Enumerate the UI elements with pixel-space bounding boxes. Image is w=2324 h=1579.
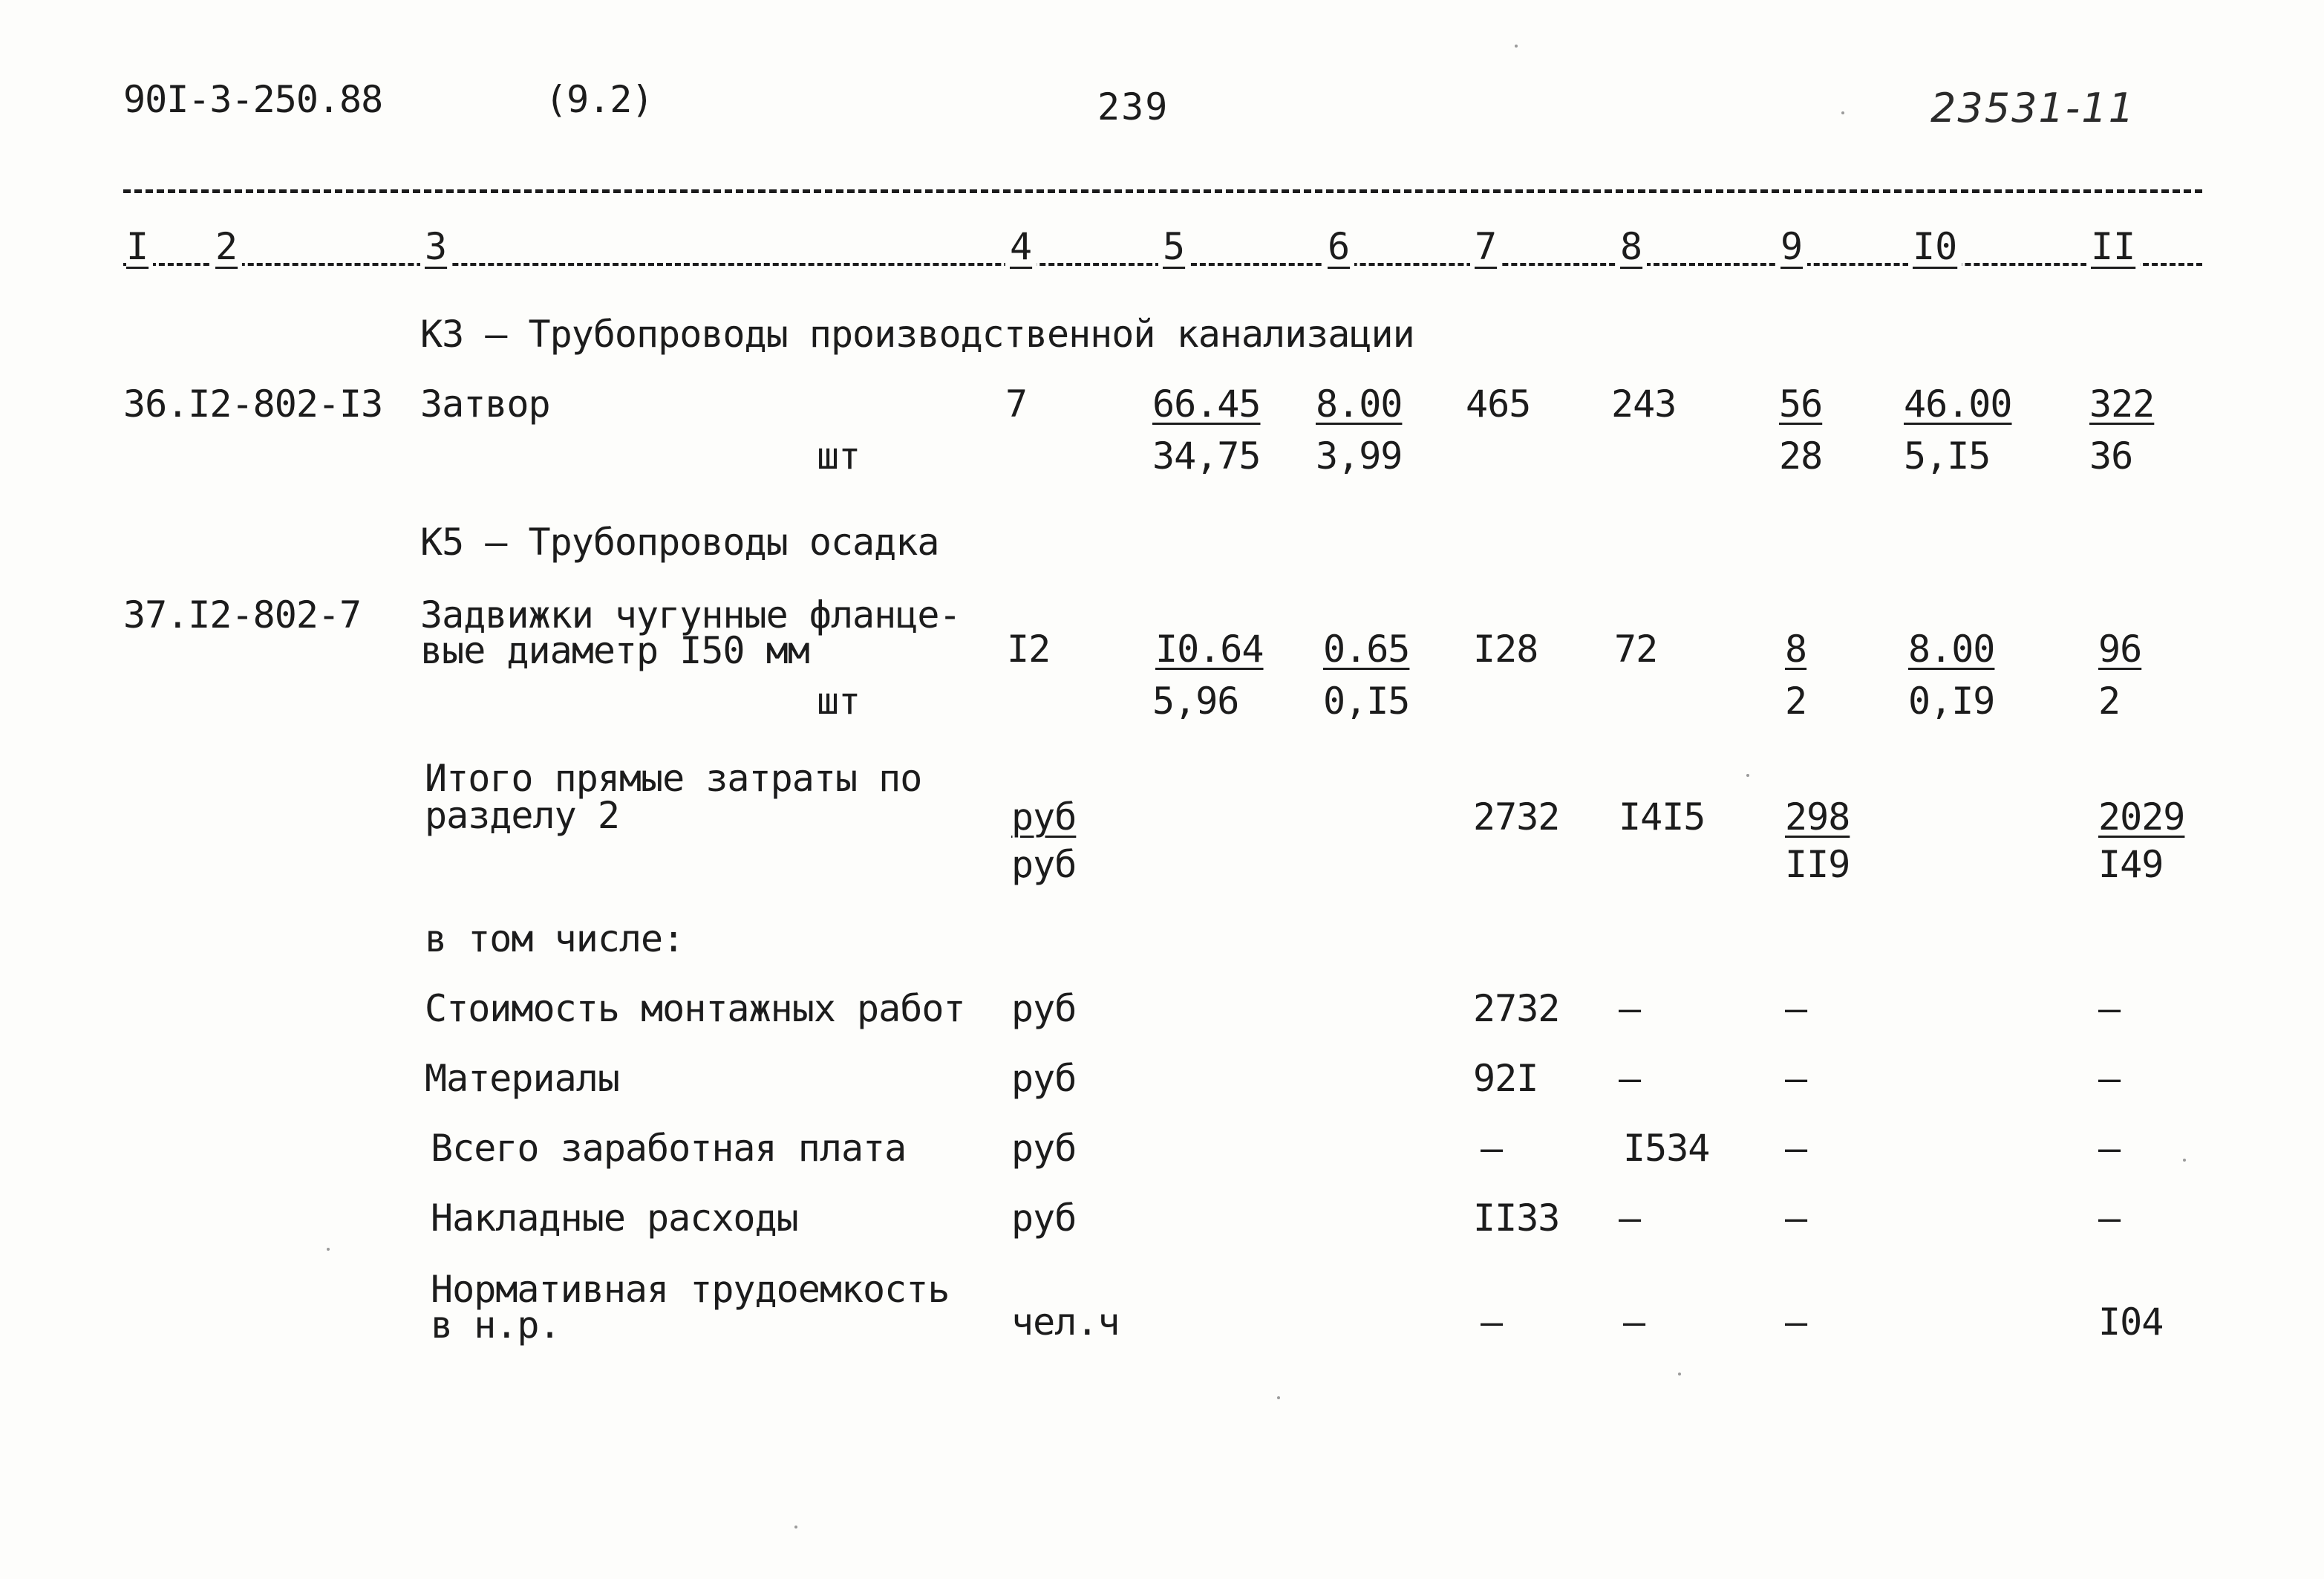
row-36-col5-bottom: 34,75 (1152, 434, 1261, 478)
scan-speck (1277, 1396, 1280, 1399)
row-36-col9-bottom: 28 (1779, 434, 1823, 478)
breakdown-col8: – (1619, 1057, 1641, 1100)
breakdown-unit: руб (1011, 987, 1077, 1030)
row-37-col6-top: 0.65 (1323, 628, 1410, 671)
breakdown-col11: – (2098, 1197, 2121, 1240)
col-6-number: 6 (1323, 226, 1354, 267)
row-37-col7: I28 (1473, 628, 1538, 671)
row-36-col11-bottom: 36 (2089, 434, 2133, 478)
labor-col11: I04 (2098, 1300, 2164, 1344)
scan-speck (1678, 1373, 1681, 1375)
col-8-number: 8 (1616, 226, 1647, 267)
doc-code: 90I-3-250.88 (123, 78, 383, 121)
breakdown-col7: – (1481, 1127, 1503, 1170)
breakdown-col7: 2732 (1473, 987, 1560, 1030)
breakdown-label: Накладные расходы (431, 1197, 798, 1240)
labor-col8: – (1623, 1300, 1645, 1344)
breakdown-col8: – (1619, 987, 1641, 1030)
row-36-col6-top: 8.00 (1316, 382, 1403, 426)
breakdown-unit: руб (1011, 1127, 1077, 1170)
scan-speck (794, 1526, 797, 1528)
scan-speck (1746, 774, 1749, 777)
totals-label-line1: Итого прямые затраты по (425, 757, 922, 800)
col-3-number: 3 (420, 226, 451, 267)
breakdown-col7: II33 (1473, 1197, 1560, 1240)
breakdown-label: Материалы (425, 1057, 619, 1100)
section-k5-title: К5 – Трубопроводы осадка (420, 521, 939, 564)
labor-unit: чел.ч (1011, 1300, 1120, 1344)
col-9-number: 9 (1776, 226, 1807, 267)
breakdown-unit: руб (1011, 1197, 1077, 1240)
row-37-col4: I2 (1007, 628, 1051, 671)
breakdown-col11: – (2098, 1127, 2121, 1170)
row-37-name-line1: Задвижки чугунные фланце- (420, 593, 961, 637)
totals-col11-top: 2029 (2098, 795, 2185, 839)
breakdown-col8: I534 (1623, 1127, 1710, 1170)
scan-speck (1841, 111, 1844, 114)
section-number: (9.2) (545, 78, 653, 121)
labor-label-line1: Нормативная трудоемкость (431, 1268, 950, 1311)
row-37-col5-bottom: 5,96 (1152, 680, 1239, 723)
row-37-col9-top: 8 (1785, 628, 1807, 671)
totals-unit-bottom: руб (1011, 843, 1077, 886)
breakdown-col11: – (2098, 987, 2121, 1030)
col-7-number: 7 (1470, 226, 1501, 267)
row-37-col10-top: 8.00 (1908, 628, 1995, 671)
col-2-number: 2 (211, 226, 242, 267)
row-37-col8: 72 (1614, 628, 1658, 671)
totals-col8: I4I5 (1619, 795, 1706, 839)
breakdown-col9: – (1785, 1127, 1807, 1170)
labor-col9: – (1785, 1300, 1807, 1344)
scan-speck (2183, 1159, 2186, 1162)
row-36-col4: 7 (1005, 382, 1028, 426)
including-label: в том числе: (425, 917, 685, 960)
row-36-code: 36.I2-802-I3 (123, 382, 383, 426)
totals-unit-top: руб (1011, 795, 1077, 839)
col-4-number: 4 (1005, 226, 1037, 267)
totals-col7: 2732 (1473, 795, 1560, 839)
row-37-col11-top: 96 (2098, 628, 2142, 671)
row-36-name: Затвор (420, 382, 550, 426)
row-36-col10-bottom: 5,I5 (1904, 434, 1991, 478)
row-37-col5-top: I0.64 (1155, 628, 1264, 671)
row-37-col10-bottom: 0,I9 (1908, 680, 1995, 723)
row-36-col10-top: 46.00 (1904, 382, 2012, 426)
stamp-number: 23531-11 (1930, 85, 2135, 131)
row-37-unit: шт (817, 680, 861, 723)
col-1-number: I (126, 226, 153, 267)
totals-col9-bottom: II9 (1785, 843, 1850, 886)
col-5-number: 5 (1158, 226, 1189, 267)
row-37-col11-bottom: 2 (2098, 680, 2121, 723)
row-37-col9-bottom: 2 (1785, 680, 1807, 723)
row-36-unit: шт (817, 434, 861, 478)
row-37-code: 37.I2-802-7 (123, 593, 362, 637)
row-36-col6-bottom: 3,99 (1316, 434, 1403, 478)
scan-speck (327, 1248, 330, 1251)
row-37-col6-bottom: 0,I5 (1323, 680, 1410, 723)
row-37-name-line2: вые диаметр I50 мм (420, 629, 809, 672)
scan-speck (1515, 45, 1518, 48)
breakdown-label: Стоимость монтажных работ (425, 987, 965, 1030)
breakdown-unit: руб (1011, 1057, 1077, 1100)
breakdown-col9: – (1785, 1057, 1807, 1100)
breakdown-col8: – (1619, 1197, 1641, 1240)
labor-label-line2: в н.р. (431, 1303, 561, 1347)
totals-col11-bottom: I49 (2098, 843, 2164, 886)
row-36-col8: 243 (1611, 382, 1677, 426)
section-k3-title: К3 – Трубопроводы производственной канализации (420, 313, 1414, 356)
breakdown-label: Всего заработная плата (431, 1127, 907, 1170)
breakdown-col7: 92I (1473, 1057, 1538, 1100)
top-rule (123, 189, 2202, 193)
totals-label-line2: разделу 2 (425, 794, 619, 837)
breakdown-col11: – (2098, 1057, 2121, 1100)
breakdown-col9: – (1785, 1197, 1807, 1240)
totals-col9-top: 298 (1785, 795, 1850, 839)
row-36-col9-top: 56 (1779, 382, 1823, 426)
page-number: 239 (1097, 85, 1169, 128)
col-10-number: I0 (1908, 226, 1962, 267)
labor-col7: – (1481, 1300, 1503, 1344)
row-36-col7: 465 (1466, 382, 1531, 426)
breakdown-col9: – (1785, 987, 1807, 1030)
row-36-col5-top: 66.45 (1152, 382, 1261, 426)
row-36-col11-top: 322 (2089, 382, 2155, 426)
col-11-number: II (2086, 226, 2140, 267)
